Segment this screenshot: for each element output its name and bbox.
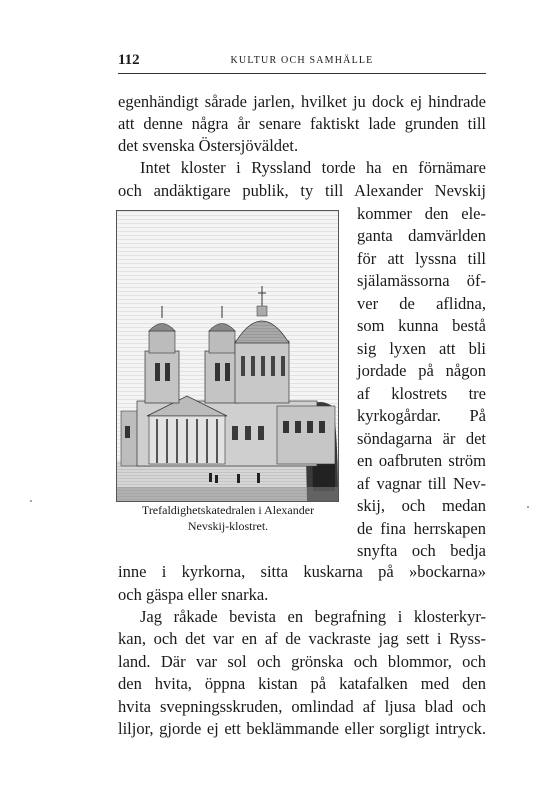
text-line: ver de aflidna,	[357, 294, 486, 313]
text-line: jordade på någon	[357, 361, 486, 380]
text-line: ganta damvärlden	[357, 226, 486, 245]
header-rule	[118, 73, 486, 74]
text-line: af vagnar till Nev-	[357, 474, 486, 493]
text-line: en oafbruten ström	[357, 451, 486, 470]
text-line: de fina herrskapen	[357, 519, 486, 538]
text-line: af klostrets tre	[357, 384, 486, 403]
text-line: egenhändigt sårade jarlen, hvilket ju dock ej hindrade	[118, 92, 486, 111]
cathedral-illustration	[116, 210, 339, 502]
text-line: sig lyxen att bli	[357, 339, 486, 358]
text-line: Intet kloster i Ryssland torde ha en förnämare	[140, 158, 486, 177]
text-line: liljor, gjorde ej ett beklämmande eller sorgligt intryck.	[118, 719, 486, 738]
text-line: skij, och medan	[357, 496, 486, 515]
text-line: Jag råkade bevista en begrafning i klosterkyr-	[140, 607, 486, 626]
caption-line: Nevskij-klostret.	[187, 519, 269, 533]
running-head: KULTUR OCH SAMHÄLLE	[230, 55, 374, 66]
text-line: hvita svepningsskruden, omlindad af ljusa blad och	[118, 697, 486, 716]
text-line: som kunna bestå	[357, 316, 486, 335]
text-line: snyfta och bedja	[357, 541, 486, 560]
text-line: den hvita, öppna kistan på katafalken med den	[118, 674, 486, 693]
text-line: och andäktigare publik, ty till Alexander Nevskij	[118, 181, 486, 200]
print-speck	[527, 506, 529, 508]
text-line: inne i kyrkorna, sitta kuskarna på »bockarna»	[118, 562, 486, 581]
text-line: och gäspa eller snarka.	[118, 585, 269, 604]
page-number: 112	[118, 52, 140, 68]
text-line: kyrkogårdar. På	[357, 406, 486, 425]
text-line: kan, och det var en af de vackraste jag sett i Ryss-	[118, 629, 486, 648]
text-line: för att lyssna till	[357, 249, 486, 268]
text-line: land. Där var sol och grönska och blommor, och	[118, 652, 486, 671]
text-line: söndagarna är det	[357, 429, 486, 448]
text-line: kommer den ele-	[357, 204, 486, 223]
text-line: det svenska Östersjöväldet.	[118, 136, 299, 155]
page-header	[118, 52, 486, 72]
text-line: själamässorna öf-	[357, 271, 486, 290]
figure-caption	[112, 502, 344, 534]
caption-line: Trefaldighetskatedralen i Alexander	[141, 503, 315, 517]
text-line: att denne några år senare faktiskt lade grunden till	[118, 114, 486, 133]
print-speck	[30, 500, 32, 502]
